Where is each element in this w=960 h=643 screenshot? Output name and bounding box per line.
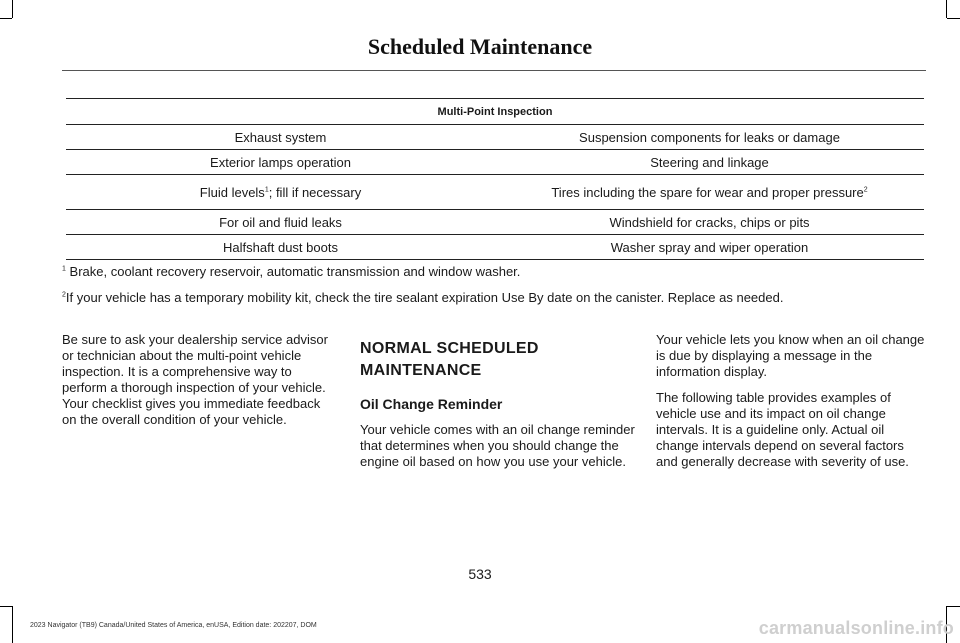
cell-text-suffix: ; fill if necessary [268, 184, 362, 200]
section-heading [360, 338, 636, 382]
text-column-1 [62, 332, 338, 438]
watermark: carmanualsonline.info [758, 618, 954, 638]
footnote-ref: 1 [264, 186, 269, 194]
table-cell: Suspension components for leaks or damage [495, 125, 924, 150]
paragraph: Your vehicle comes with an oil change reminder that determines when you should change the engine oil based on how you use your vehicle. [360, 422, 635, 469]
crop-mark [0, 18, 12, 19]
crop-mark [0, 606, 12, 607]
paragraph: Your vehicle lets you know when an oil change is due by displaying a message in the information display. [656, 332, 925, 379]
title-divider [62, 70, 926, 71]
footnote-text: Brake, coolant recovery reservoir, automatic transmission and window washer. [69, 264, 521, 279]
section-heading-line: MAINTENANCE [360, 362, 482, 379]
crop-mark [947, 606, 960, 607]
crop-mark [946, 0, 947, 18]
footnote-1 [62, 264, 520, 279]
inspection-table [66, 98, 924, 260]
text-column-3 [656, 332, 928, 480]
crop-mark [947, 18, 960, 19]
table-caption: Multi-Point Inspection [66, 99, 924, 125]
table-cell: Steering and linkage [495, 150, 924, 175]
paragraph: Be sure to ask your dealership service advisor or technician about the multi-point vehicle inspection. It is a comprehensive way to perform a thorough inspection of your vehicle. Your checklist gives you immediate feedback on the overall condition of your vehicle. [62, 332, 328, 427]
table-row [66, 210, 924, 235]
footnote-ref: 2 [863, 186, 868, 194]
table-cell: Halfshaft dust boots [66, 235, 495, 260]
table-cell: Windshield for cracks, chips or pits [495, 210, 924, 235]
footnote-mark: 2 [62, 291, 66, 299]
page-title: Scheduled Maintenance [367, 34, 593, 59]
table-cell: Exterior lamps operation [66, 150, 495, 175]
table-cell: Washer spray and wiper operation [495, 235, 924, 260]
footnote-mark: 1 [62, 265, 66, 273]
table-row [66, 125, 924, 150]
table-cell [495, 175, 924, 210]
table-cell: Exhaust system [66, 125, 495, 150]
table-cell [66, 175, 495, 210]
footnote-text: If your vehicle has a temporary mobility kit, check the tire sealant expiration Use By date on the canister. Replace as needed. [65, 290, 784, 305]
cell-text: Tires including the spare for wear and proper pressure [551, 184, 864, 200]
paragraph: The following table provides examples of vehicle use and its impact on oil change intervals. It is a guideline only. Actual oil change intervals depend on several factors and generally decrease with severity of use. [656, 390, 909, 469]
table-row [66, 235, 924, 260]
page-number: 533 [468, 566, 492, 582]
footnote-2 [62, 290, 783, 305]
text-column-2 [360, 338, 636, 480]
table-row [66, 150, 924, 175]
cell-text: Fluid levels [199, 184, 265, 200]
crop-mark [12, 606, 13, 643]
table-row [66, 175, 924, 210]
crop-mark [12, 0, 13, 18]
section-heading-line: NORMAL SCHEDULED [360, 340, 539, 357]
subheading: Oil Change Reminder [360, 396, 503, 412]
table-cell: For oil and fluid leaks [66, 210, 495, 235]
edition-info: 2023 Navigator (TB9) Canada/United States of America, enUSA, Edition date: 202207, DOM [30, 622, 317, 629]
